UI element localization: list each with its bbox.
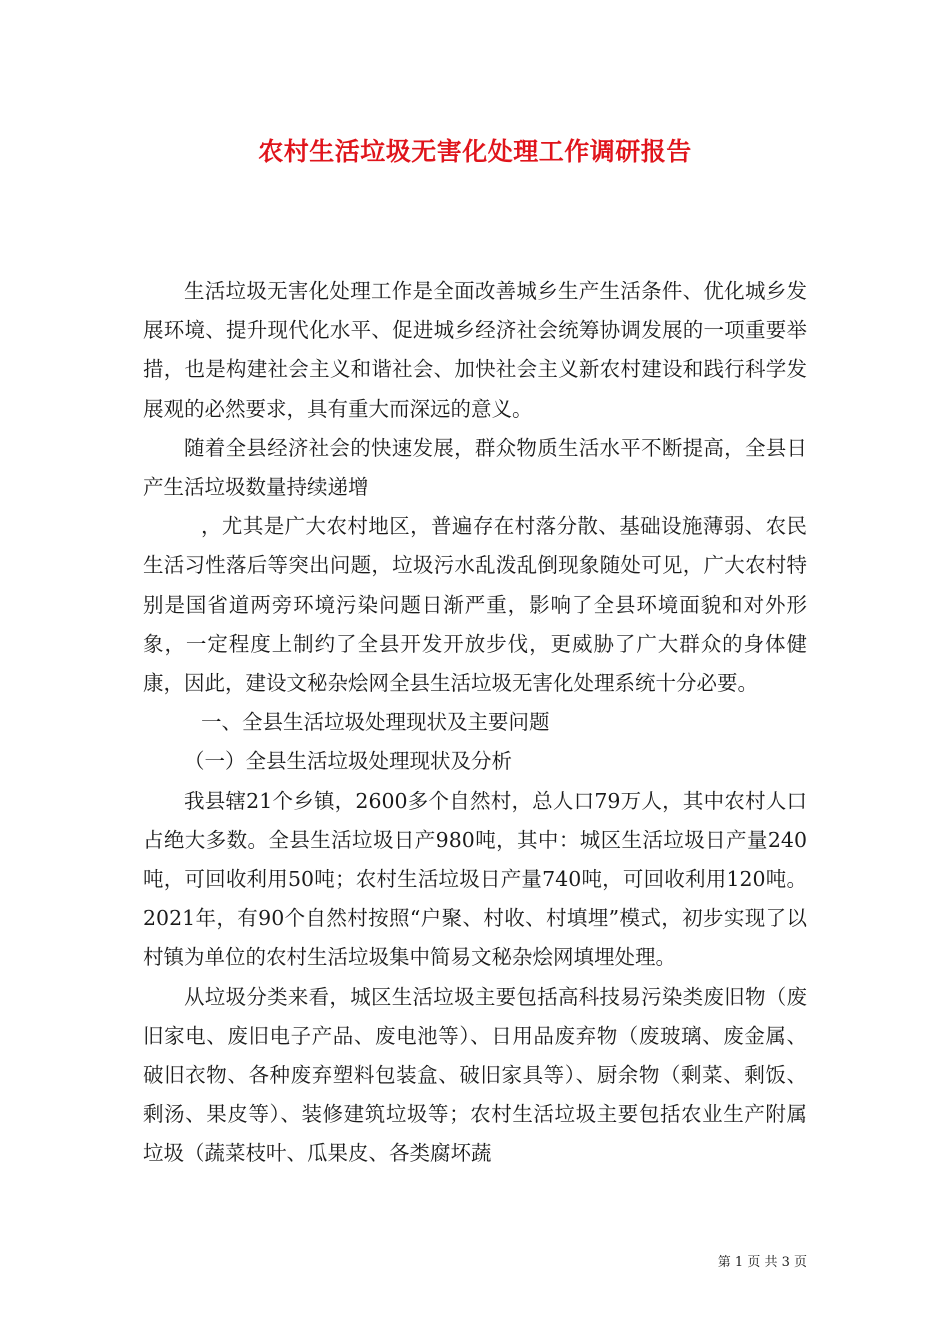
paragraph-county-stats: 我县辖21个乡镇，2600多个自然村，总人口79万人，其中农村人口占绝大多数。全县生活垃圾日产980吨，其中：城区生活垃圾日产量240吨，可回收利用50吨；农村生活垃圾日产量740吨，可回收利用120吨。2021年，有90个自然村按照“户聚、村收、村填埋”模式，初步实现了以村镇为单位的农村生活垃圾集中简易文秘杂烩网填埋处理。 — [143, 788, 807, 970]
page-number: 第 1 页 共 3 页 — [717, 1255, 807, 1270]
document-title: 农村生活垃圾无害化处理工作调研报告 — [258, 137, 692, 166]
document-body — [143, 272, 807, 1174]
paragraph-growth: 随着全县经济社会的快速发展，群众物质生活水平不断提高，全县日产生活垃圾数量持续递增 — [143, 435, 807, 500]
paragraph-classification: 从垃圾分类来看，城区生活垃圾主要包括高科技易污染类废旧物（废旧家电、废旧电子产品、废电池等）、日用品废弃物（废玻璃、废金属、破旧衣物、各种废弃塑料包装盒、破旧家具等）、厨余物（剩菜、剩饭、剩汤、果皮等）、装修建筑垃圾等；农村生活垃圾主要包括农业生产附属垃圾（蔬菜枝叶、瓜果皮、各类腐坏蔬 — [143, 984, 807, 1166]
paragraph-intro: 生活垃圾无害化处理工作是全面改善城乡生产生活条件、优化城乡发展环境、提升现代化水平、促进城乡经济社会统筹协调发展的一项重要举措，也是构建社会主义和谐社会、加快社会主义新农村建设和践行科学发展观的必然要求，具有重大而深远的意义。 — [143, 279, 807, 421]
paragraph-rural-problems: ，尤其是广大农村地区，普遍存在村落分散、基础设施薄弱、农民生活习性落后等突出问题，垃圾污水乱泼乱倒现象随处可见，广大农村特别是国省道两旁环境污染问题日渐严重，影响了全县环境面貌和对外形象，一定程度上制约了全县开发开放步伐，更威胁了广大群众的身体健康，因此，建设文秘杂烩网全县生活垃圾无害化处理系统十分必要。 — [143, 514, 807, 696]
section-heading-1: 一、全县生活垃圾处理现状及主要问题 — [201, 710, 550, 735]
subsection-heading-1: （一）全县生活垃圾处理现状及分析 — [184, 749, 512, 774]
